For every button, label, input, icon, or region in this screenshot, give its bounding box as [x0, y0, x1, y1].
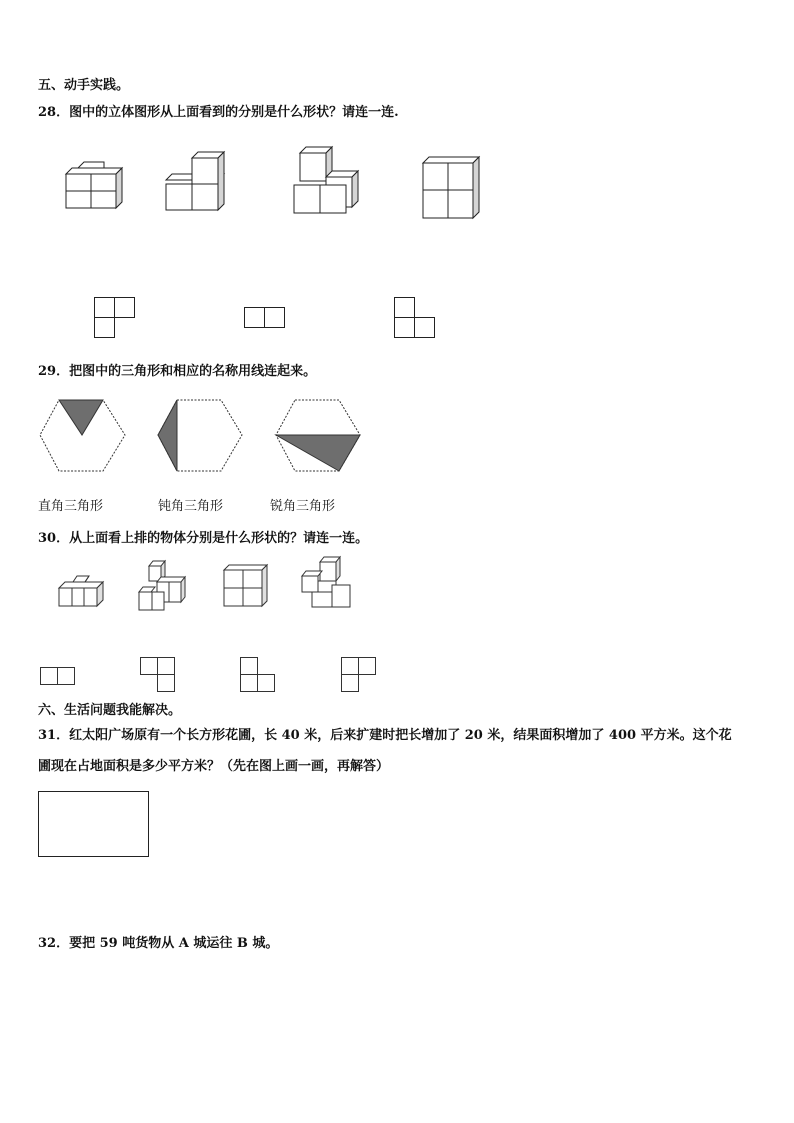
q30-solid-3	[220, 564, 275, 614]
q29-label-acute-triangle: 锐角三角形	[270, 499, 336, 514]
section-title-5: 五、动手实践。	[38, 78, 130, 93]
question-29-text: 29．把图中的三角形和相应的名称用线连起来。	[38, 364, 317, 379]
q28-solid-4	[420, 157, 485, 222]
question-28-text: 28．图中的立体图形从上面看到的分别是什么形状？请连一连.	[38, 105, 399, 120]
q28-view-2	[244, 307, 288, 331]
question-31-line-2: 圃现在占地面积是多少平方米？（先在图上画一画，再解答）	[38, 759, 390, 774]
q28-solid-1	[60, 162, 130, 212]
q30-view-1	[40, 667, 78, 687]
q30-view-4	[341, 657, 379, 695]
q30-view-2	[140, 657, 178, 695]
question-30-text: 30．从上面看上排的物体分别是什么形状的？请连一连。	[38, 531, 369, 546]
q29-hexagon-1	[38, 398, 128, 474]
q30-solid-4	[298, 556, 358, 612]
q31-garden-rectangle	[38, 791, 149, 857]
q28-solid-2	[162, 150, 232, 216]
question-32-text: 32．要把 59 吨货物从 A 城运往 B 城。	[38, 936, 279, 951]
q28-view-1	[94, 297, 138, 341]
q29-label-right-triangle: 直角三角形	[38, 499, 104, 514]
q30-solid-1	[55, 572, 110, 612]
q29-label-obtuse-triangle: 钝角三角形	[158, 499, 224, 514]
q29-hexagon-3	[274, 398, 364, 474]
section-title-6: 六、生活问题我能解决。	[38, 703, 182, 718]
q28-view-3	[394, 297, 438, 341]
question-31-line-1: 31．红太阳广场原有一个长方形花圃，长 40 米，后来扩建时把长增加了 20 米，结果面积增加了 400 平方米。这个花	[38, 728, 732, 743]
q29-hexagon-2	[156, 398, 246, 474]
q28-solid-3	[290, 145, 365, 215]
q30-view-3	[240, 657, 278, 695]
q30-solid-2	[135, 560, 190, 616]
